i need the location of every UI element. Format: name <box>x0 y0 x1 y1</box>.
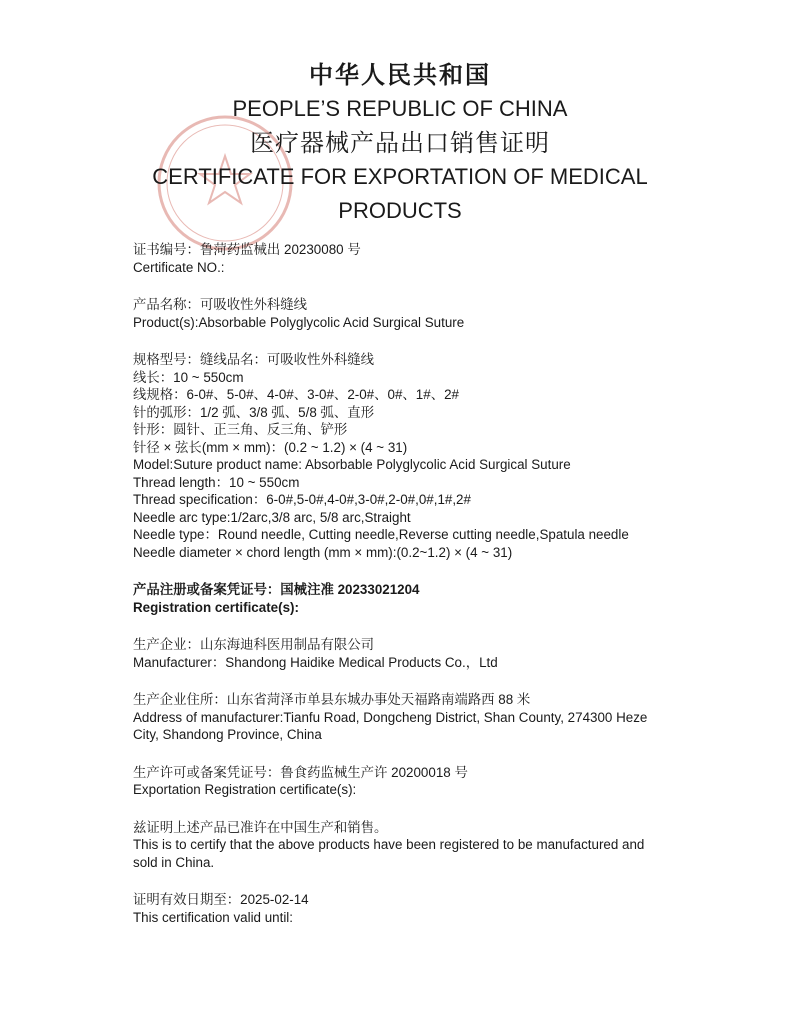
model-line: Thread length：10 ~ 550cm <box>133 474 300 490</box>
validity-cn: 证明有效日期至：2025-02-14 <box>133 892 309 907</box>
manufacturer-section <box>133 636 663 671</box>
statement-en: This is to certify that the above products have been registered to be manufactured and sold in China. <box>133 837 645 870</box>
model-line: 针形：圆针、正三角、反三角、铲形 <box>133 422 348 437</box>
address-section <box>133 691 663 744</box>
model-line: 线长：10 ~ 550cm <box>133 369 244 385</box>
model-line: Model:Suture product name: Absorbable Polyglycolic Acid Surgical Suture <box>133 457 571 472</box>
header-en-title-line1: CERTIFICATE FOR EXPORTATION OF MEDICAL <box>152 164 648 189</box>
model-line: 规格型号：缝线品名：可吸收性外科缝线 <box>133 352 375 367</box>
model-line: 针的弧形：1/2 弧、3/8 弧、5/8 弧、直形 <box>133 404 375 420</box>
export-registration-cn: 生产许可或备案凭证号：鲁食药监械生产许 20200018 号 <box>133 764 468 780</box>
header-en-title-line2: PRODUCTS <box>338 198 462 223</box>
address-cn: 生产企业住所：山东省菏泽市单县东城办事处天福路南端路西 88 米 <box>133 692 531 707</box>
registration-en: Registration certificate(s): <box>133 599 299 615</box>
manufacturer-cn: 生产企业：山东海迪科医用制品有限公司 <box>133 637 375 652</box>
validity-section <box>133 891 663 926</box>
model-line: Needle type：Round needle, Cutting needle,Reverse cutting needle,Spatula needle <box>133 527 629 542</box>
model-line: 线规格：6-0#、5-0#、4-0#、3-0#、2-0#、0#、1#、2# <box>133 387 459 402</box>
manufacturer-en: Manufacturer：Shandong Haidike Medical Products Co.，Ltd <box>133 654 498 670</box>
document-body <box>133 241 663 926</box>
model-line: Needle arc type:1/2arc,3/8 arc, 5/8 arc,Straight <box>133 509 411 525</box>
header-cn-country: 中华人民共和国 <box>309 60 491 89</box>
model-line: Thread specification：6-0#,5-0#,4-0#,3-0#,2-0#,0#,1#,2# <box>133 492 471 507</box>
model-line: Needle diameter × chord length (mm × mm):(0.2~1.2) × (4 ~ 31) <box>133 544 513 560</box>
export-registration-en: Exportation Registration certificate(s): <box>133 782 357 797</box>
registration-cn: 产品注册或备案凭证号：国械注准 20233021204 <box>133 582 420 597</box>
model-line: 针径 × 弦长(mm × mm)：(0.2 ~ 1.2) × (4 ~ 31) <box>133 439 408 455</box>
statement-section <box>133 819 663 872</box>
model-section <box>133 351 663 561</box>
document-header <box>0 58 800 228</box>
export-registration-section <box>133 764 663 799</box>
product-cn: 产品名称：可吸收性外科缝线 <box>133 297 308 312</box>
header-cn-title: 医疗器械产品出口销售证明 <box>250 129 550 157</box>
certificate-no-en: Certificate NO.: <box>133 259 225 275</box>
certificate-no-section <box>133 241 663 276</box>
certificate-no-cn: 证书编号：鲁菏药监械出 20230080 号 <box>133 242 361 257</box>
header-en-country: PEOPLE’S REPUBLIC OF CHINA <box>232 96 568 121</box>
registration-section <box>133 581 663 616</box>
product-en: Product(s):Absorbable Polyglycolic Acid Surgical Suture <box>133 314 465 330</box>
product-section <box>133 296 663 331</box>
statement-cn: 兹证明上述产品已准许在中国生产和销售。 <box>133 819 388 835</box>
address-en: Address of manufacturer:Tianfu Road, Dongcheng District, Shan County, 274300 Heze City, Shandong Province, China <box>133 709 648 742</box>
validity-en: This certification valid until: <box>133 909 294 925</box>
